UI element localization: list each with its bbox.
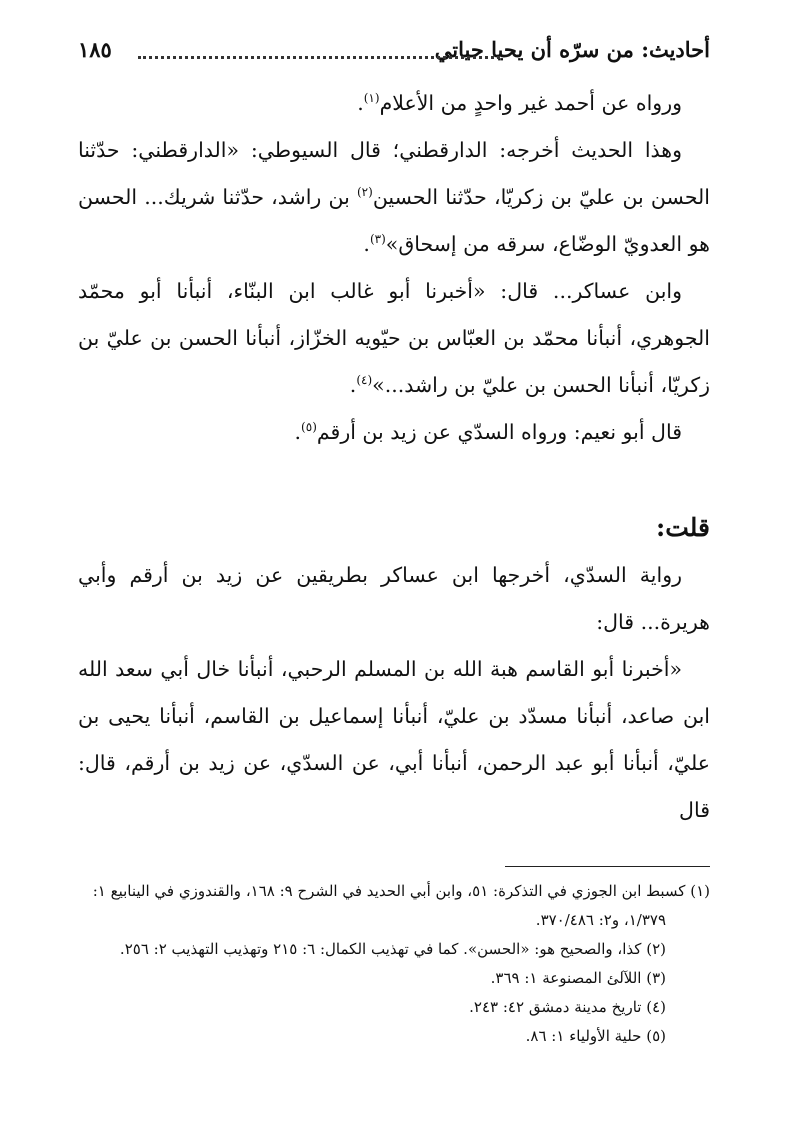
header-leader-dots: [138, 56, 500, 59]
footnote-ref: (٤): [356, 373, 373, 388]
footnote-4: [78, 993, 710, 1022]
footnote-ref: (١): [363, 91, 380, 106]
paragraph-text: قال أبو نعيم: ورواه السدّي عن زيد بن أرقم: [316, 420, 682, 444]
paragraph-6: [78, 646, 710, 834]
paragraph-text: رواية السدّي، أخرجها ابن عساكر بطريقين عن زيد بن أرقم وأبي هريرة... قال:: [78, 563, 710, 634]
paragraph-2: [78, 127, 710, 268]
main-text: [78, 80, 710, 834]
footnotes: [78, 877, 710, 1051]
footnote-text: (٤) تاريخ مدينة دمشق ٤٢: ٢٤٣.: [469, 998, 666, 1016]
paragraph-text: «أخبرنا أبو القاسم هبة الله بن المسلم الرحبي، أنبأنا خال أبي سعد الله ابن صاعد، أنبأنا مسدّد بن عليّ، أنبأنا إسماعيل بن القاسم، أنبأنا يحيى بن عليّ، أنبأنا أبو عبد الرحمن، أنبأنا أبي، عن السدّي، عن زيد بن أرقم، قال: قال: [78, 657, 710, 822]
footnote-5: [78, 1022, 710, 1051]
paragraph-1: [78, 80, 710, 127]
footnote-ref: (٥): [301, 420, 317, 435]
footnote-ref: (٣): [369, 232, 386, 247]
footnote-text: (٣) اللآلئ المصنوعة ١: ٣٦٩.: [490, 969, 666, 987]
paragraph-text: ورواه عن أحمد غير واحدٍ من الأعلام: [379, 91, 682, 115]
document-page: [78, 30, 710, 1051]
footnote-text: (٥) حلية الأولياء ١: ٨٦.: [525, 1027, 666, 1045]
running-header: [78, 30, 710, 70]
paragraph-3: [78, 268, 710, 409]
footnote-separator: [505, 866, 710, 867]
paragraph-text: وهذا الحديث أخرجه: الدارقطني؛ قال السيوطي: «الدارقطني: حدّثنا الحسن بن عليّ بن زكريّا، حدّثنا الحسين: [78, 138, 710, 209]
footnote-ref: (٢): [356, 185, 373, 200]
footnote-3: [78, 964, 710, 993]
section-heading: قلت:: [655, 513, 710, 542]
paragraph-text: وابن عساكر... قال: «أخبرنا أبو غالب ابن البنّاء، أنبأنا أبو محمّد الجوهري، أنبأنا محمّد بن العبّاس بن حيّويه الخزّاز، أنبأنا الحسن بن عليّ بن زكريّا، أنبأنا الحسن بن عليّ بن راشد...»: [78, 279, 710, 397]
footnote-1: [78, 877, 710, 906]
paragraph-4: [78, 409, 710, 456]
footnote-text: (١) كسبط ابن الجوزي في التذكرة: ٥١، وابن أبي الحديد في الشرح ٩: ١٦٨، والقندوزي في الينابيع ١:: [92, 882, 710, 900]
paragraph-end: .: [349, 373, 357, 397]
footnote-2: [78, 935, 710, 964]
paragraph-end: .: [357, 91, 364, 115]
footnote-text: (٢) كذا، والصحيح هو: «الحسن». كما في تهذيب الكمال: ٦: ٢١٥ وتهذيب التهذيب ٢: ٢٥٦.: [119, 940, 666, 958]
paragraph-text-cont: بن راشد، حدّثنا شريك... الحسن هو العدويّ الوضّاع، سرقه من إسحاق»: [78, 185, 710, 256]
page-number: ١٨٥: [78, 37, 112, 62]
footnote-1-continuation: [78, 906, 710, 935]
footnote-text: ١/٣٧٩، و٢: ٣٧٠/٤٨٦.: [535, 911, 666, 929]
paragraph-5: [78, 552, 710, 646]
paragraph-end: .: [294, 420, 302, 444]
paragraph-end: .: [363, 232, 370, 256]
header-title: أحاديث: من سرّه أن يحيا حياتي: [434, 37, 710, 62]
